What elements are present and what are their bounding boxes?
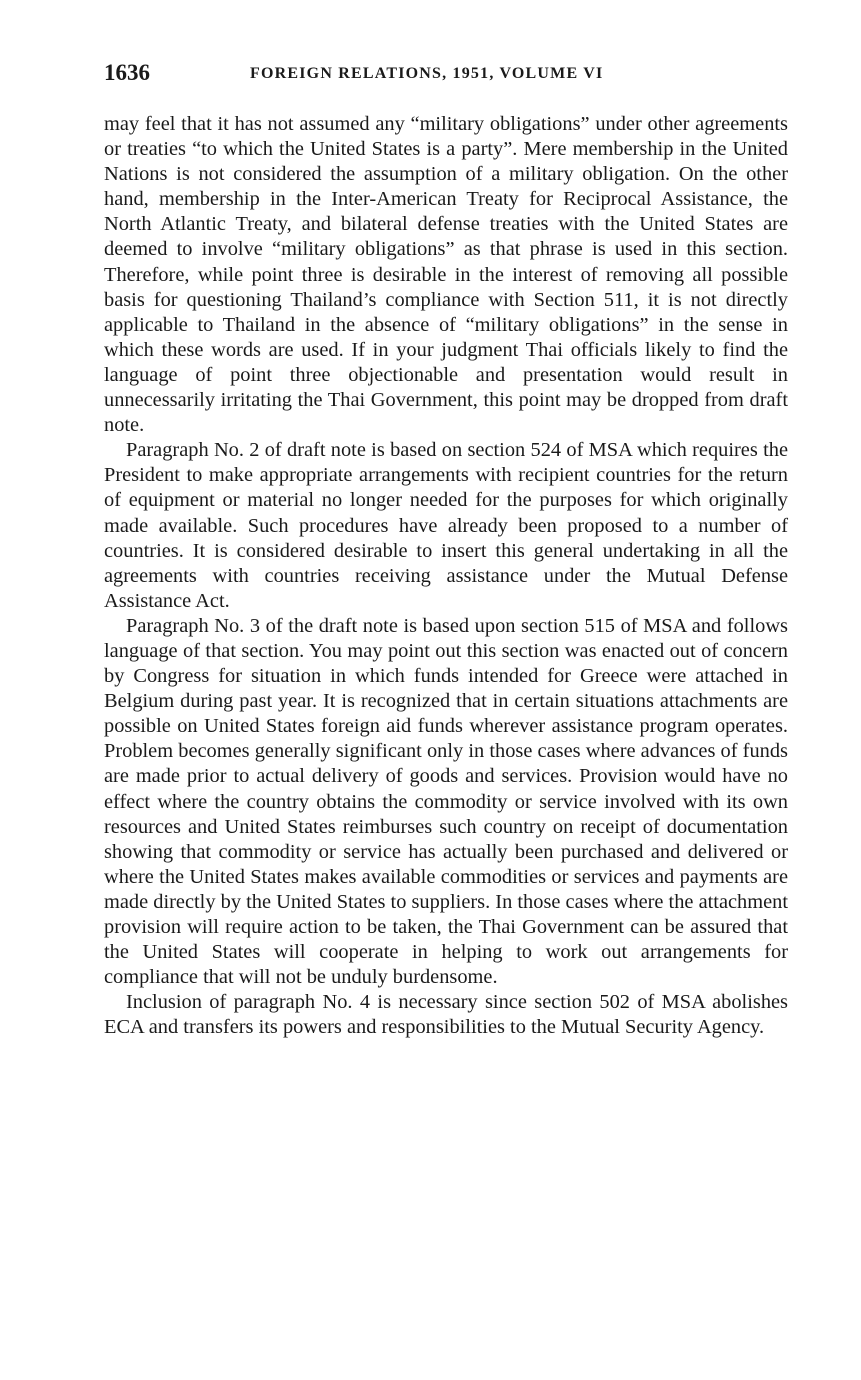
paragraph: Paragraph No. 3 of the draft note is based upon section 515 of MSA and follows language of that section. You may point out this section was enacted out of concern by Congress for situation in which funds intended for Greece were attached in Belgium during past year. It is recognized that in certain situations attachments are possible on United States foreign aid funds wherever assistance program operates. Problem becomes generally significant only in those cases where advances of funds are made prior to actual delivery of goods and services. Provision would have no effect where the country obtains the commodity or service involved with its own resources and United States reimburses such country on receipt of documentation showing that commodity or service has actually been purchased and delivered or where the United States makes available commodities or services and payments are made directly by the United States to suppliers. In those cases where the attachment provision will require action to be taken, the Thai Government can be assured that the United States will cooperate in helping to work out arrangements for compliance that will not be unduly burdensome. (104, 614, 789, 989)
paragraph: may feel that it has not assumed any “military obligations” under other agreements or treaties “to which the United States is a party”. Mere membership in the United Nations is not considered the assumption of a military obligation. On the other hand, membership in the Inter-American Treaty for Reciprocal Assistance, the North Atlantic Treaty, and bilateral defense treaties with the United States are deemed to involve “military obligations” as that phrase is used in this section. Therefore, while point three is desirable in the interest of removing all possible basis for questioning Thailand’s compliance with Section 511, it is not directly applicable to Thailand in the absence of “military obligations” in the sense in which these words are used. If in your judgment Thai officials likely to find the language of point three objectionable and presentation would result in unnecessarily irritating the Thai Government, this point may be dropped from draft note. (104, 113, 788, 437)
paragraph: Paragraph No. 2 of draft note is based on section 524 of MSA which requires the President to make appropriate arrangements with recipient countries for the return of equipment or material no longer needed for the purposes for which originally made available. Such procedures have already been proposed to a number of countries. It is considered desirable to insert this general undertaking in all the agreements with countries receiving assistance under the Mutual Defense Assistance Act. (104, 439, 788, 612)
running-head: FOREIGN RELATIONS, 1951, VOLUME VI (250, 65, 604, 82)
body-text (104, 112, 788, 1040)
paragraph: Inclusion of paragraph No. 4 is necessary since section 502 of MSA abolishes ECA and transfers its powers and responsibilities to the Mutual Security Agency. (104, 991, 788, 1039)
page-number: 1636 (104, 60, 150, 85)
page-header (104, 60, 794, 92)
